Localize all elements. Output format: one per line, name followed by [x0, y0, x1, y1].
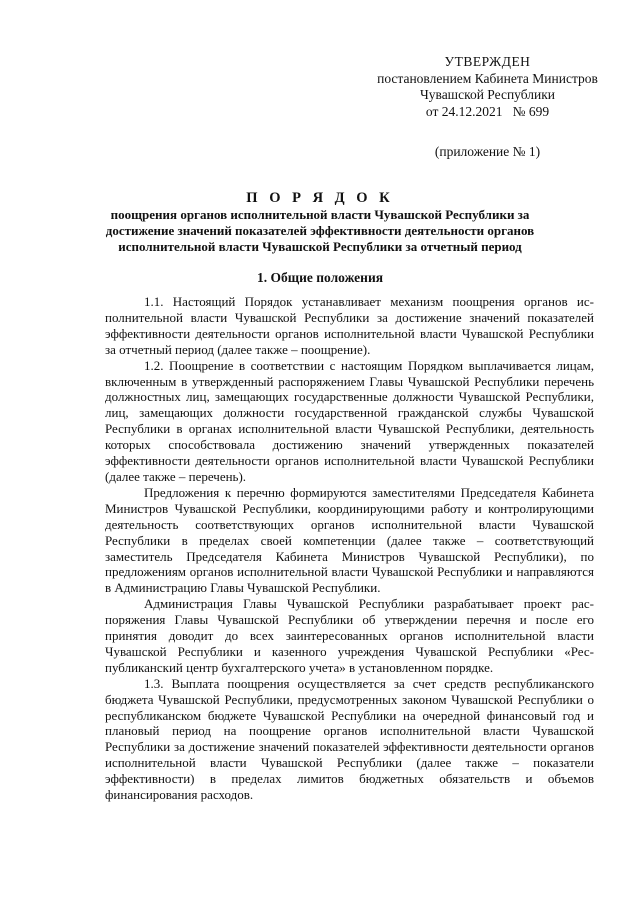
paragraph-1-3: 1.3. Выплата поощрения осуществляется за счет средств республиканского бюджета Чувашской Республики, предусмотренных законом Чувашской Республики о республиканском бюджете Чувашской Республики на очередной финансовый год и плановый период на поощрение органов исполнительной власти Чувашской Республики за достижение значений показателей эффективности деятельности органов исполнительной власти Чувашской Республики (далее также – показатели эффективности) в пределах лимитов бюджетных обязательств и объемов финансирования расходов.: [105, 675, 594, 803]
paragraph-1-1: 1.1. Настоящий Порядок устанавливает механизм поощрения органов исполнительной власти Чувашской Республики за достижение значений показателей эффективности деятельности органов исполнительной власти Чувашской Республики за отчетный период (далее также – поощрение).: [105, 294, 594, 357]
paragraph-proposals: Предложения к перечню формируются заместителями Председателя Кабинета Министров Чувашской Республики, координирующими работу и контролирующими деятельность соответствующих органов исполнительной власти Чувашской Республики в пределах своей компетенции (далее также – соответствующий заместитель Председателя Кабинета Министров Чувашской Республики), по предложениям органов исполнительной власти Чувашской Республики и направляются в Администрацию Главы Чувашской Республики.: [105, 484, 594, 596]
approval-title: УТВЕРЖДЕН: [444, 54, 531, 69]
approval-stamp: [355, 54, 620, 120]
approval-authority: постановлением Кабинета Министров: [377, 70, 598, 86]
section-heading: 1. Общие положения: [256, 270, 384, 285]
paragraph-1-2: 1.2. Поощрение в соответствии с настоящим Порядком выплачивается лицам, включенным в утвержденный распоряжением Главы Чувашской Республики перечень должностных лиц, замещающих государственные должности Чувашской Республики, лиц, замещающих должности государственной гражданской службы Чувашской Республики в органах исполнительной власти Чувашской Республики, деятельность которых способствовала достижению значений утвержденных показателей эффективности деятельности органов исполнительной власти Чувашской Республики (далее также – перечень).: [105, 357, 594, 484]
section-body: [105, 294, 594, 803]
annex-reference: (приложение № 1): [434, 144, 541, 159]
paragraph-administration: Администрация Главы Чувашской Республики разрабатывает проект распоряжения Главы Чувашской Республики об утверждении перечня и после его принятия доводит до всех заинтересованных органов исполнительной власти Чувашской Республики и казенного учреждения Чувашской Республики «Республиканский центр бухгалтерского учета» в установленном порядке.: [105, 596, 594, 675]
document-title: П О Р Я Д О К: [246, 190, 394, 206]
approval-date-number: от 24.12.2021 № 699: [425, 103, 550, 119]
document-subtitle: поощрения органов исполнительной власти Чувашской Республики за достижение значений показателей эффективности деятельности органов исполнительной власти Чувашской Республики за отчетный период: [105, 207, 535, 254]
approval-region: Чувашской Республики: [419, 87, 556, 102]
